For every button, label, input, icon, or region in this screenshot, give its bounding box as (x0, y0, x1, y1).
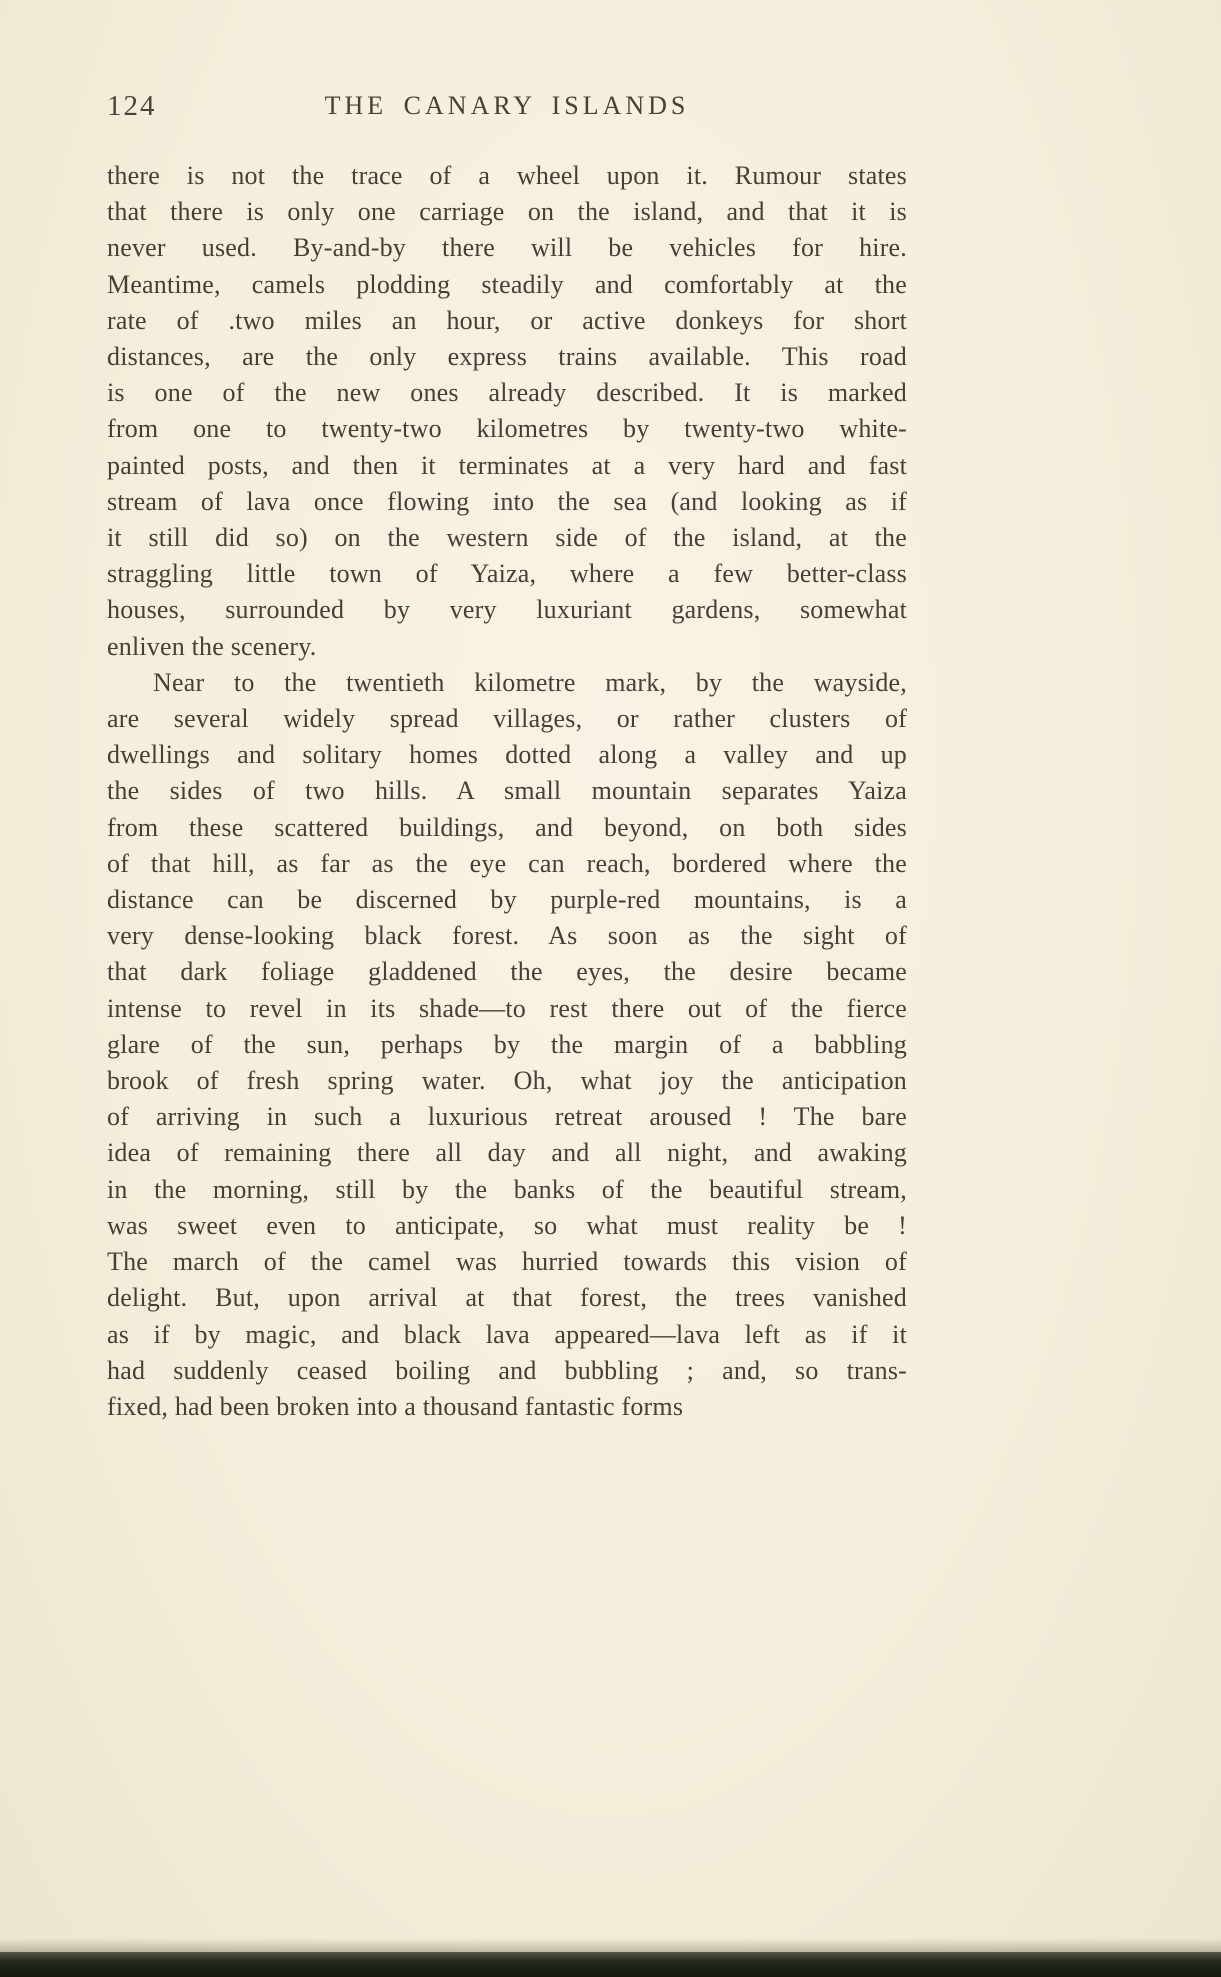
text-line: Near to the twentieth kilometre mark, by the wayside, (153, 667, 907, 697)
text-line: very dense-looking black forest. As soon as the sight of (107, 921, 907, 951)
page-bottom-shadow (0, 1938, 1221, 1952)
text-line: brook of fresh spring water. Oh, what joy the anticipation (107, 1066, 907, 1096)
text-line: from these scattered buildings, and beyond, on both sides (107, 812, 907, 842)
text-line: from one to twenty-two kilometres by twenty-two white- (107, 414, 907, 444)
page-number: 124 (107, 90, 157, 122)
text-line: it still did so) on the western side of the island, at the (107, 523, 907, 553)
running-title: THE CANARY ISLANDS (324, 91, 690, 120)
text-line: that there is only one carriage on the island, and that it is (107, 197, 907, 227)
page-header (107, 88, 907, 124)
text-line: was sweet even to anticipate, so what must reality be ! (107, 1210, 907, 1240)
text-line: that dark foliage gladdened the eyes, the desire became (107, 957, 907, 987)
text-line: stream of lava once flowing into the sea (and looking as if (107, 486, 907, 516)
text-line: dwellings and solitary homes dotted along a valley and up (107, 740, 907, 770)
text-line: of arriving in such a luxurious retreat aroused ! The bare (107, 1102, 907, 1132)
text-line: had suddenly ceased boiling and bubbling ; and, so trans- (107, 1355, 907, 1385)
text-line: fixed, had been broken into a thousand fantastic forms (107, 1391, 684, 1421)
text-line: houses, surrounded by very luxuriant gardens, somewhat (107, 595, 907, 625)
text-line: idea of remaining there all day and all night, and awaking (107, 1138, 907, 1168)
text-line: never used. By-and-by there will be vehicles for hire. (107, 233, 907, 263)
text-line: delight. But, upon arrival at that forest, the trees vanished (107, 1283, 907, 1313)
text-line: distances, are the only express trains available. This road (107, 342, 907, 372)
text-line: as if by magic, and black lava appeared—lava left as if it (107, 1319, 907, 1349)
body-text (107, 158, 907, 1425)
text-line: The march of the camel was hurried towards this vision of (107, 1247, 907, 1277)
text-line: glare of the sun, perhaps by the margin of a babbling (107, 1029, 907, 1059)
text-line: the sides of two hills. A small mountain separates Yaiza (107, 776, 907, 806)
text-line: painted posts, and then it terminates at a very hard and fast (107, 450, 907, 480)
text-line: enliven the scenery. (107, 631, 317, 661)
text-line: in the morning, still by the banks of the beautiful stream, (107, 1174, 907, 1204)
text-line: are several widely spread villages, or rather clusters of (107, 704, 907, 734)
text-line: Meantime, camels plodding steadily and comfortably at the (107, 269, 907, 299)
text-line: there is not the trace of a wheel upon it. Rumour states (107, 161, 907, 190)
text-line: of that hill, as far as the eye can reach, bordered where the (107, 848, 907, 878)
text-line: rate of .two miles an hour, or active donkeys for short (107, 305, 907, 335)
text-line: distance can be discerned by purple-red mountains, is a (107, 885, 907, 915)
text-line: straggling little town of Yaiza, where a few better-class (107, 559, 907, 589)
text-line: is one of the new ones already described. It is marked (107, 378, 907, 408)
scan-bottom-edge (0, 1952, 1221, 1977)
text-line: intense to revel in its shade—to rest there out of the fierce (107, 993, 907, 1023)
